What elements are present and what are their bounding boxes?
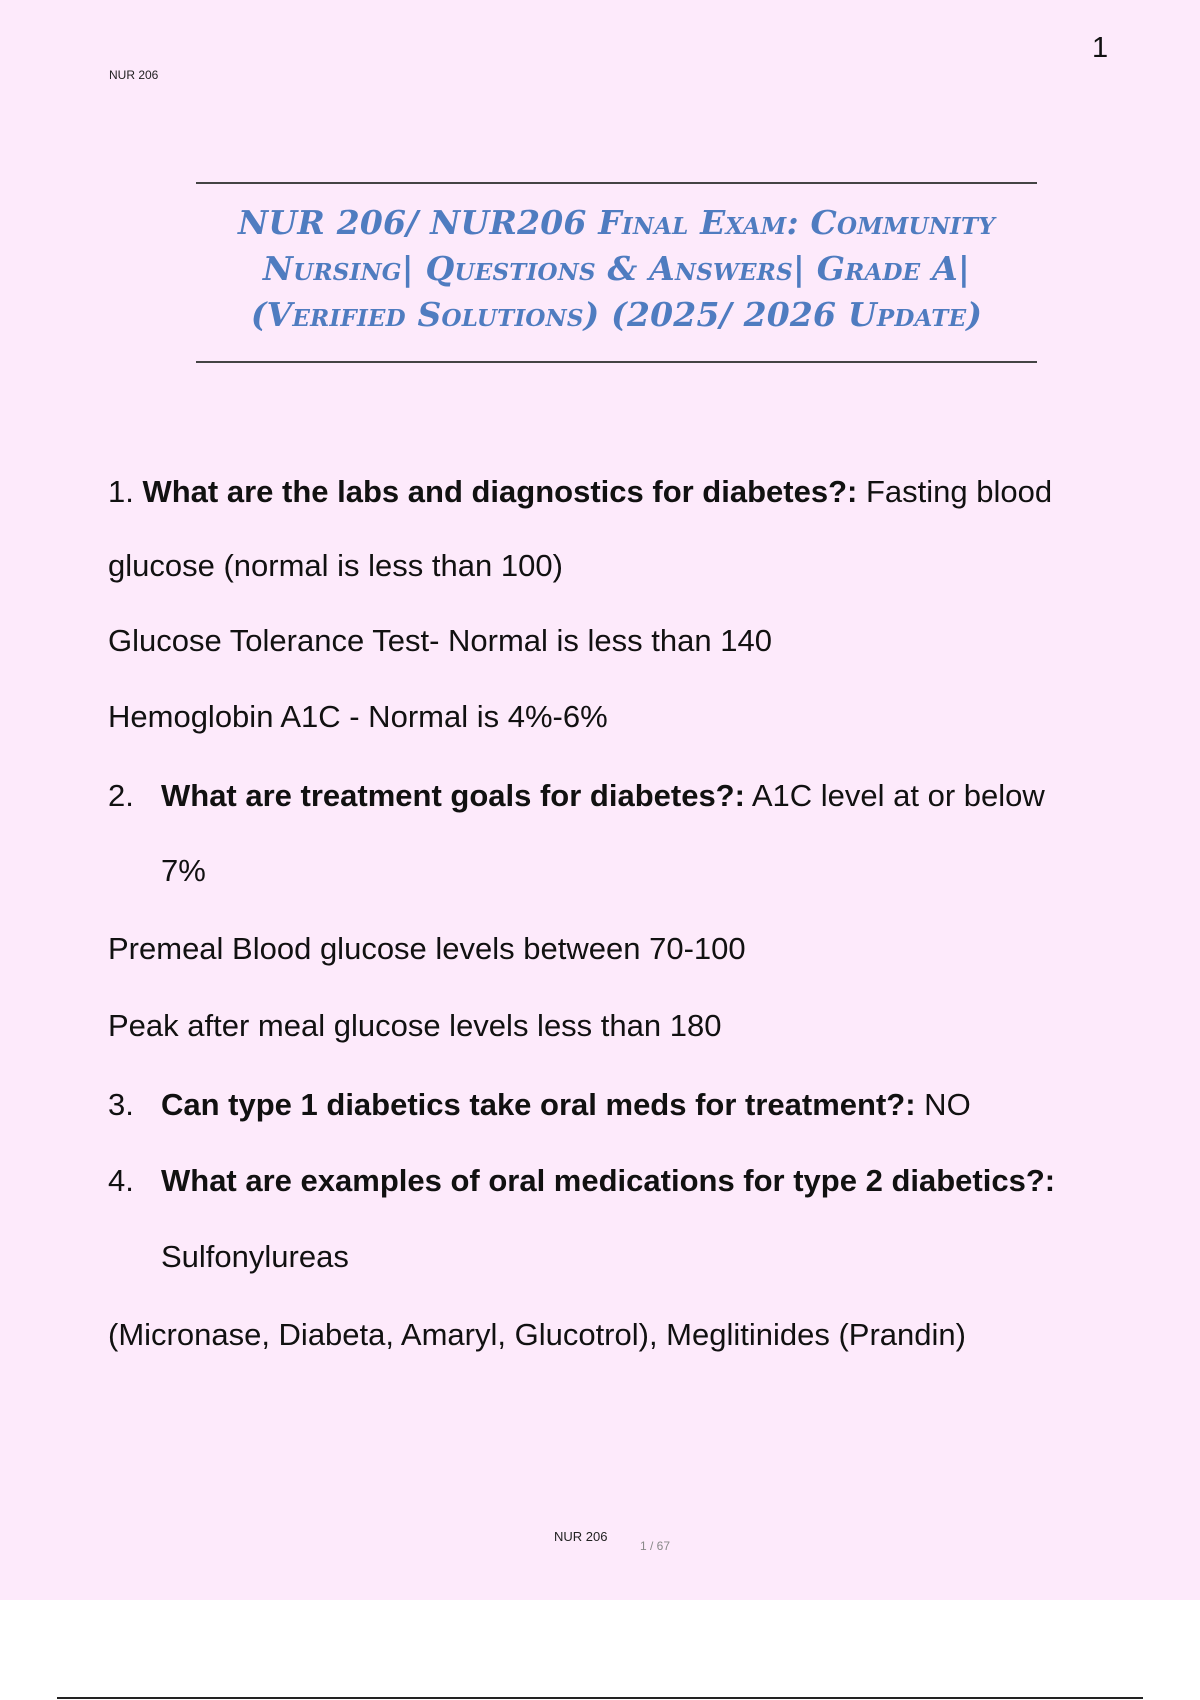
title-line-3: (Verified Solutions) (2025/ 2026 Update) [250,295,983,334]
title-bottom-rule [196,361,1037,363]
page-count: 1 / 67 [640,1539,671,1553]
question-text: What are the labs and diagnostics for diabetes?: [142,474,858,509]
document-title [196,200,1037,338]
answer-line: (Micronase, Diabeta, Amaryl, Glucotrol), Meglitinides (Prandin) [108,1317,966,1352]
question-text: What are treatment goals for diabetes?: [161,778,745,813]
answer-text: A1C level at or below [744,778,1045,813]
item-number: 2. [108,778,134,813]
list-item [108,1163,1055,1199]
list-item [108,1087,971,1123]
answer-line: Premeal Blood glucose levels between 70-100 [108,931,746,966]
answer-line: Hemoglobin A1C - Normal is 4%-6% [108,699,608,734]
answer-continuation: Sulfonylureas [161,1239,349,1274]
list-item [108,474,1052,510]
item-number: 3. [108,1087,134,1122]
item-number: 4. [108,1163,134,1198]
title-line-2: Nursing| Questions & Answers| Grade A| [262,249,971,288]
answer-line: Glucose Tolerance Test- Normal is less than 140 [108,623,772,658]
page-separator [57,1697,1143,1699]
answer-line: Peak after meal glucose levels less than 180 [108,1008,722,1043]
answer-continuation: glucose (normal is less than 100) [108,548,563,583]
answer-text: NO [915,1087,971,1122]
title-line-1: NUR 206/ NUR206 Final Exam: Community [238,203,995,242]
running-header: NUR 206 [109,68,159,82]
answer-text: Fasting blood [857,474,1053,509]
question-text: What are examples of oral medications for type 2 diabetics?: [161,1163,1056,1198]
running-footer: NUR 206 [554,1529,608,1544]
list-item [108,778,1045,814]
answer-continuation: 7% [161,853,206,888]
question-text: Can type 1 diabetics take oral meds for treatment?: [161,1087,916,1122]
item-number: 1. [108,474,134,509]
page-number: 1 [1092,32,1109,64]
title-top-rule [196,182,1037,184]
